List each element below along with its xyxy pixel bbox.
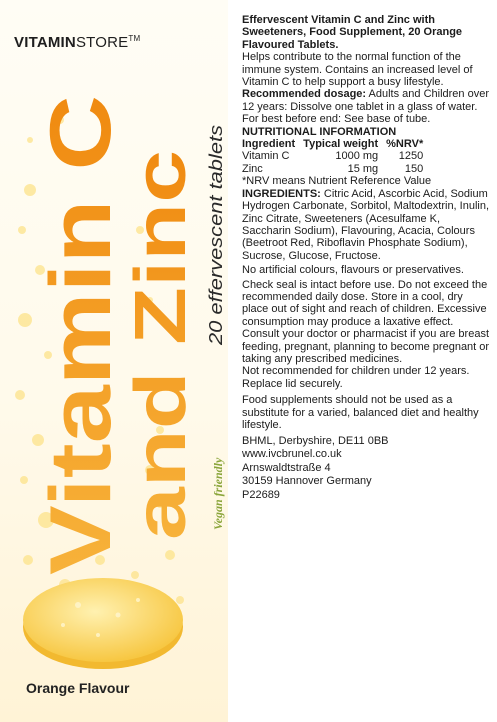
nutrition-header-row (242, 138, 431, 150)
dosage-text: Adults and Children over 12 years: Dissolve one tablet in a glass of water. (242, 88, 490, 113)
best-before: For best before end: See base of tube. (242, 113, 431, 126)
nutrition-heading: NUTRITIONAL INFORMATION (242, 125, 397, 138)
nutrition-nrv: 150 (404, 162, 424, 175)
brand-trademark: TM (128, 34, 141, 43)
replace-lid-note: Replace lid securely. (242, 377, 343, 390)
ingredients-paragraph (242, 188, 492, 262)
flavour-label: Orange Flavour (26, 680, 130, 696)
nutrition-nrv: 1250 (398, 150, 424, 163)
tablet-image (18, 565, 188, 675)
nutrition-weight: 1000 mg (335, 150, 379, 163)
nutrition-col-ingredient: Ingredient (242, 138, 296, 151)
nrv-note: *NRV means Nutrient Reference Value (242, 175, 432, 188)
product-subtitle: 20 effervescent tablets (206, 163, 226, 345)
supplement-note: Food supplements should not be used as a substitute for a varied, balanced diet and healthy lifestyle. (242, 394, 479, 431)
ingredients-label: INGREDIENTS: (242, 187, 321, 200)
health-claim: Helps contribute to the normal function of the immune system. Contains an increased level of Vitamin C to help support a busy lifestyle. (242, 51, 473, 89)
brand-bold: VITAMIN (14, 34, 76, 51)
nutrition-weight: 15 mg (347, 162, 379, 175)
front-panel (0, 0, 228, 722)
not-recommended-note: Not recommended for children under 12 years. (242, 365, 470, 378)
nutrition-col-weight: Typical weight (303, 138, 379, 151)
ingredients-text: Citric Acid, Ascorbic Acid, Sodium Hydrogen Carbonate, Sorbitol, Maltodextrin, Inulin, Zinc Citrate, Sweeteners (Acesulfame K, Saccharin Sodium), Flavouring, Acacia, Colours (Beetroot Red, Riboflavin Phosphate Sodium), Sucrose, Glucose, Fructose. (242, 187, 490, 262)
nutrition-ingredient: Zinc (242, 162, 263, 175)
product-code: P22689 (242, 489, 280, 502)
nutrition-row (242, 163, 431, 175)
dosage-paragraph (242, 88, 492, 113)
brand-light: STORE (75, 34, 129, 51)
label-text-panel (242, 14, 492, 501)
nutrition-ingredient: Vitamin C (242, 150, 290, 163)
product-title-line1: Vitamin C (33, 179, 129, 575)
nutrition-table (242, 138, 431, 175)
address-de-line1: Arnswaldtstraße 4 (242, 462, 331, 475)
product-title-line2: and Zinc (121, 243, 201, 540)
no-artificial-note: No artificial colours, flavours or preservatives. (242, 264, 464, 277)
website-link[interactable]: www.ivcbrunel.co.uk (242, 447, 342, 460)
warnings-text: Check seal is intact before use. Do not exceed the recommended daily dose. Store in a cool, dry place out of sight and reach of children. Excessive consumption may produce a laxative effect. Consult your doctor or pharmacist if you are breast feeding, pregnant, planning to become pregnant or taking any prescribed medicines. (242, 278, 490, 365)
dosage-label: Recommended dosage: (242, 88, 367, 101)
nutrition-col-nrv: %NRV* (386, 138, 424, 151)
address-uk: BHML, Derbyshire, DE11 0BB (242, 435, 389, 448)
nutrition-row (242, 150, 431, 162)
address-de-line2: 30159 Hannover Germany (242, 474, 372, 487)
label-heading: Effervescent Vitamin C and Zinc with Sweeteners, Food Supplement, 20 Orange Flavoured Tablets. (242, 14, 463, 51)
vegan-badge: Vegan friendly (211, 457, 225, 530)
